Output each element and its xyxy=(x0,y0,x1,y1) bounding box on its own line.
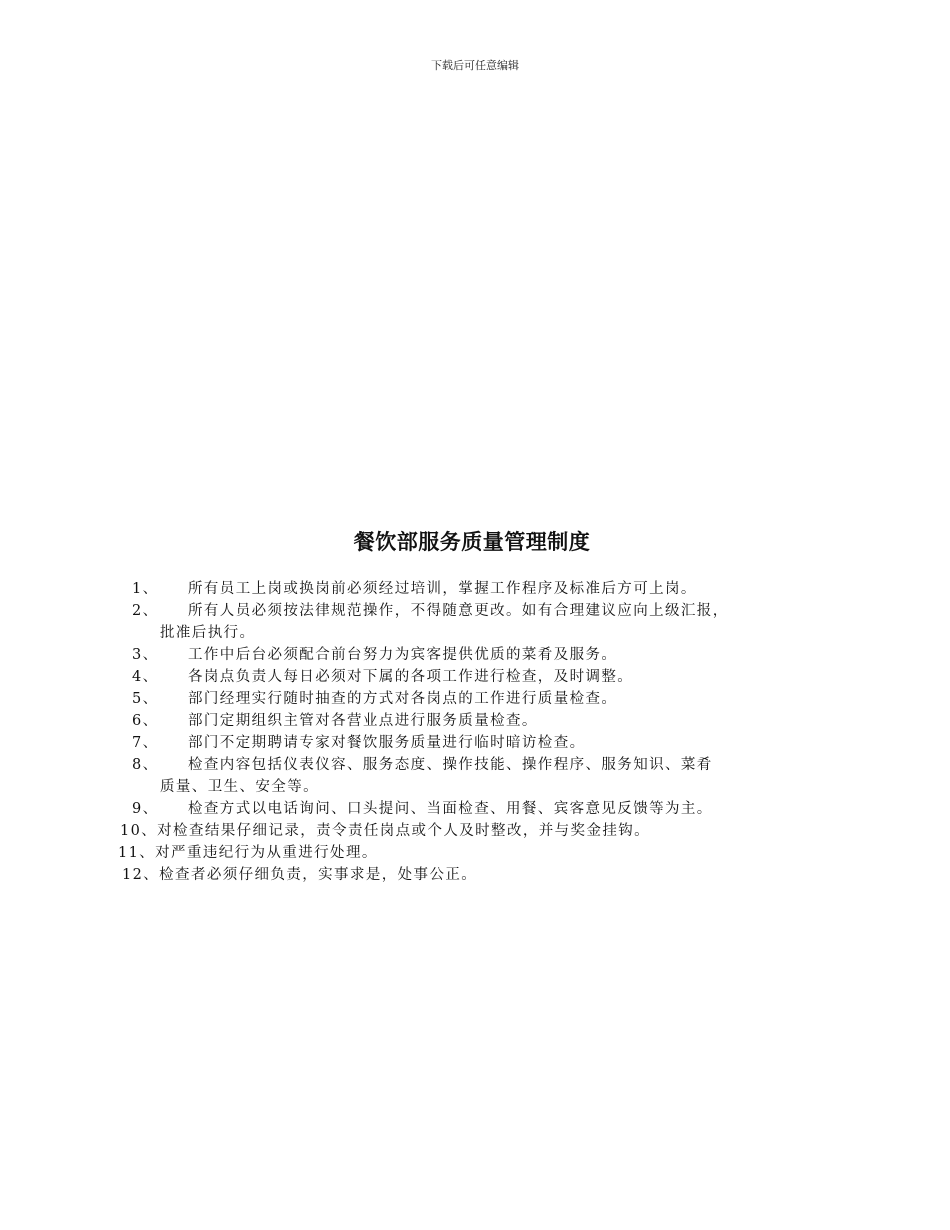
rule-text: 各岗点负责人每日必须对下属的各项工作进行检查，及时调整。 xyxy=(188,669,634,685)
rule-text: 对检查结果仔细记录，责令责任岗点或个人及时整改，并与奖金挂钩。 xyxy=(157,823,651,839)
rule-item-2 xyxy=(0,600,950,644)
rule-number: 6、 xyxy=(132,713,159,729)
rule-number: 5、 xyxy=(132,691,159,707)
rule-number: 11、 xyxy=(118,845,156,861)
rule-text: 部门不定期聘请专家对餐饮服务质量进行临时暗访检查。 xyxy=(188,735,586,751)
rules-list xyxy=(0,578,950,886)
rule-item-8 xyxy=(0,754,950,798)
rule-number: 12、 xyxy=(122,867,160,883)
rule-item-5 xyxy=(0,688,950,710)
rule-text: 对严重违纪行为从重进行处理。 xyxy=(155,845,378,861)
rule-item-4 xyxy=(0,666,950,688)
rule-number: 8、 xyxy=(132,757,159,773)
rule-number: 1、 xyxy=(132,581,159,597)
rule-number: 9、 xyxy=(132,801,159,817)
rule-text: 部门定期组织主管对各营业点进行服务质量检查。 xyxy=(188,713,538,729)
rule-text: 部门经理实行随时抽查的方式对各岗点的工作进行质量检查。 xyxy=(188,691,618,707)
rule-text: 所有人员必须按法律规范操作，不得随意更改。如有合理建议应向上级汇报， xyxy=(188,603,729,619)
rule-item-12 xyxy=(0,864,950,886)
rule-number: 7、 xyxy=(132,735,159,751)
rule-text: 检查方式以电话询问、口头提问、当面检查、用餐、宾客意见反馈等为主。 xyxy=(188,801,713,817)
rule-item-7 xyxy=(0,732,950,754)
rule-text: 检查内容包括仪表仪容、服务态度、操作技能、操作程序、服务知识、菜肴 xyxy=(188,757,713,773)
rule-text-continued: 质量、卫生、安全等。 xyxy=(160,779,319,795)
rule-text-continued: 批准后执行。 xyxy=(160,625,256,641)
rule-number: 4、 xyxy=(132,669,159,685)
rule-number: 3、 xyxy=(132,647,159,663)
header-note: 下载后可任意编辑 xyxy=(431,59,519,72)
rule-text: 所有员工上岗或换岗前必须经过培训，掌握工作程序及标准后方可上岗。 xyxy=(188,581,697,597)
rule-item-6 xyxy=(0,710,950,732)
document-title: 餐饮部服务质量管理制度 xyxy=(353,530,591,554)
rule-number: 10、 xyxy=(120,823,158,839)
rule-item-10 xyxy=(0,820,950,842)
rule-text: 工作中后台必须配合前台努力为宾客提供优质的菜肴及服务。 xyxy=(188,647,618,663)
rule-item-3 xyxy=(0,644,950,666)
rule-number: 2、 xyxy=(132,603,159,619)
rule-text: 检查者必须仔细负责，实事求是，处事公正。 xyxy=(159,867,478,883)
rule-item-9 xyxy=(0,798,950,820)
rule-item-11 xyxy=(0,842,950,864)
rule-item-1 xyxy=(0,578,950,600)
